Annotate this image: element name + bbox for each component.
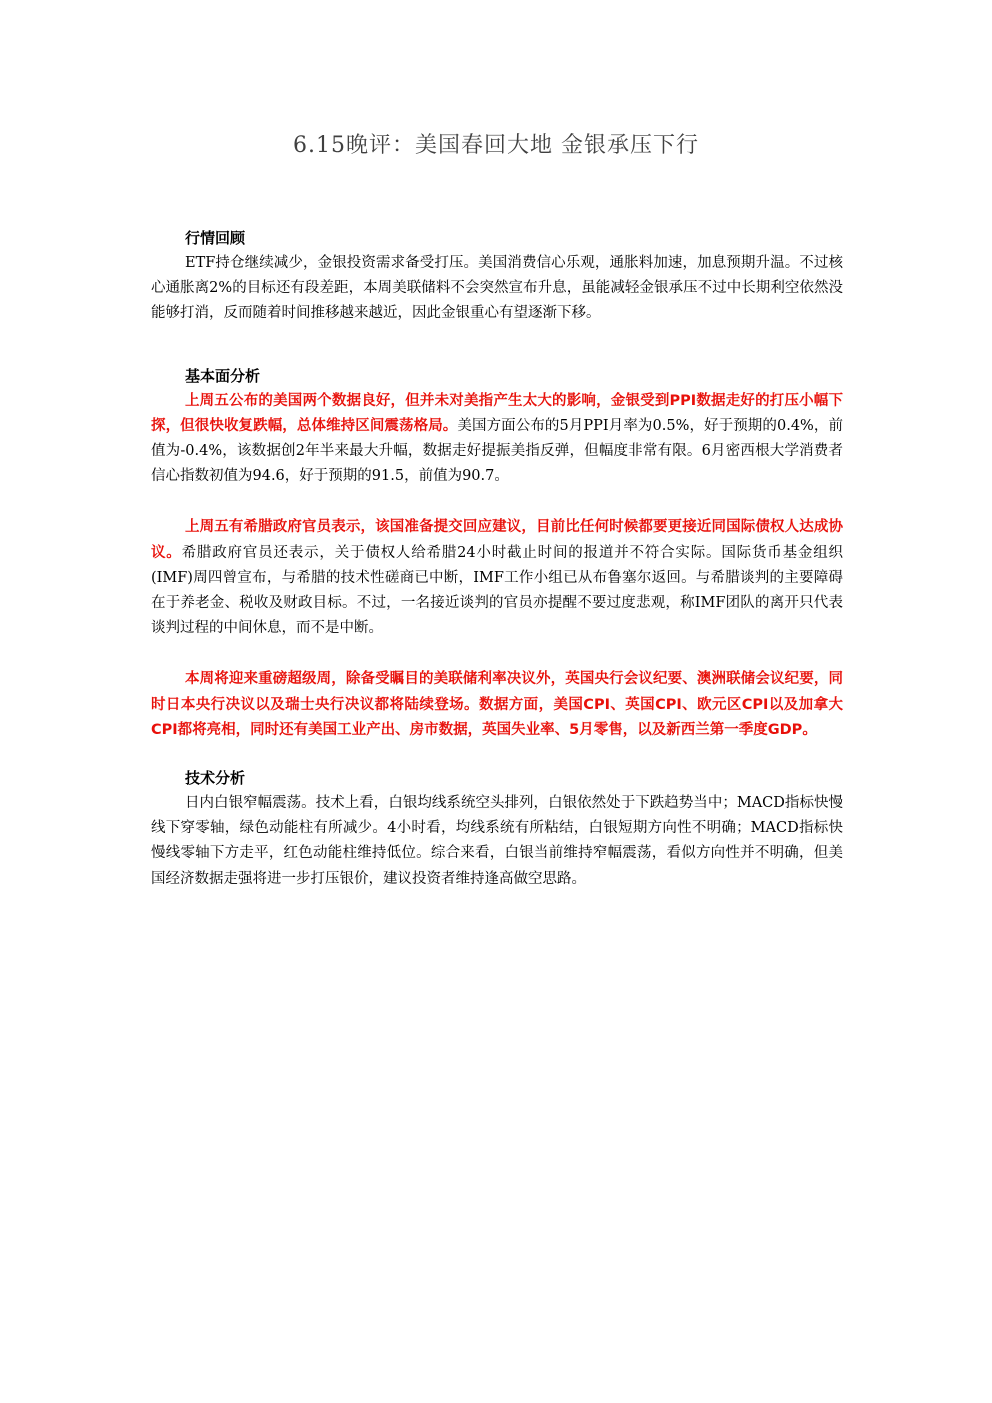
highlight-text: 本周将迎来重磅超级周，除备受瞩目的美联储利率决议外，英国央行会议纪要、澳洲联储会议纪要，同时日本央行决议以及瑞士央行决议都将陆续登场。数据方面，美国CPI、英国CPI、欧元区CPI以及加拿大CPI都将亮相，同时还有美国工业产出、房市数据，英国失业率、5月零售，以及新西兰第一季度GDP。 — [151, 671, 843, 738]
section-heading-market-review: 行情回顾 — [185, 229, 246, 247]
section-market-review — [151, 225, 843, 327]
section-fundamental-analysis — [151, 363, 843, 743]
paragraph-text: 日内白银窄幅震荡。技术上看，白银均线系统空头排列，白银依然处于下跌趋势当中；MACD指标快慢线下穿零轴，绿色动能柱有所减少。4小时看，均线系统有所粘结，白银短期方向性不明确；MACD指标快慢线零轴下方走平，红色动能柱维持低位。综合来看，白银当前维持窄幅震荡，看似方向性并不明确，但美国经济数据走强将进一步打压银价，建议投资者维持逢高做空思路。 — [151, 795, 843, 887]
paragraph-text: 美国方面公布的5月PPI月率为0.5%，好于预期的0.4%，前值为-0.4%，该数据创2年半来最大升幅，数据走好提振美指反弹，但幅度非常有限。6月密西根大学消费者信心指数初值为94.6，好于预期的91.5，前值为90.7。 — [151, 417, 844, 485]
paragraph-text: ETF持仓继续减少，金银投资需求备受打压。美国消费信心乐观，通胀料加速，加息预期升温。不过核心通胀离2%的目标还有段差距，本周美联储料不会突然宣布升息，虽能减轻金银承压不过中长期利空依然没能够打消，反而随着时间推移越来越近，因此金银重心有望逐渐下移。 — [151, 255, 843, 322]
document-title: 6.15晚评：美国春回大地 金银承压下行 — [293, 133, 699, 158]
paragraph — [151, 791, 843, 892]
paragraph-text: 希腊政府官员还表示，关于债权人给希腊24小时截止时间的报道并不符合实际。国际货币基金组织(IMF)周四曾宣布，与希腊的技术性磋商已中断，IMF工作小组已从布鲁塞尔返回。与希腊谈判的主要障碍在于养老金、税收及财政目标。不过，一名接近谈判的官员亦提醒不要过度悲观，称IMF团队的离开只代表谈判过程的中间休息，而不是中断。 — [151, 544, 844, 637]
document-body — [151, 225, 843, 892]
section-heading-technical: 技术分析 — [185, 769, 246, 788]
highlight-text: 上周五公布的美国两个数据良好，但并未对美指产生太大的影响，金银受到PPI数据走好的打压小幅下探，但很快收复跌幅，总体维持区间震荡格局。 — [151, 392, 843, 434]
paragraph — [151, 515, 843, 641]
paragraph — [151, 667, 843, 743]
section-heading-fundamental: 基本面分析 — [185, 366, 261, 385]
paragraph — [151, 251, 843, 327]
highlight-text: 上周五有希腊政府官员表示，该国准备提交回应建议，目前比任何时候都要更接近同国际债权人达成协议。 — [151, 519, 843, 561]
paragraph — [151, 389, 843, 490]
section-technical-analysis — [151, 765, 843, 892]
